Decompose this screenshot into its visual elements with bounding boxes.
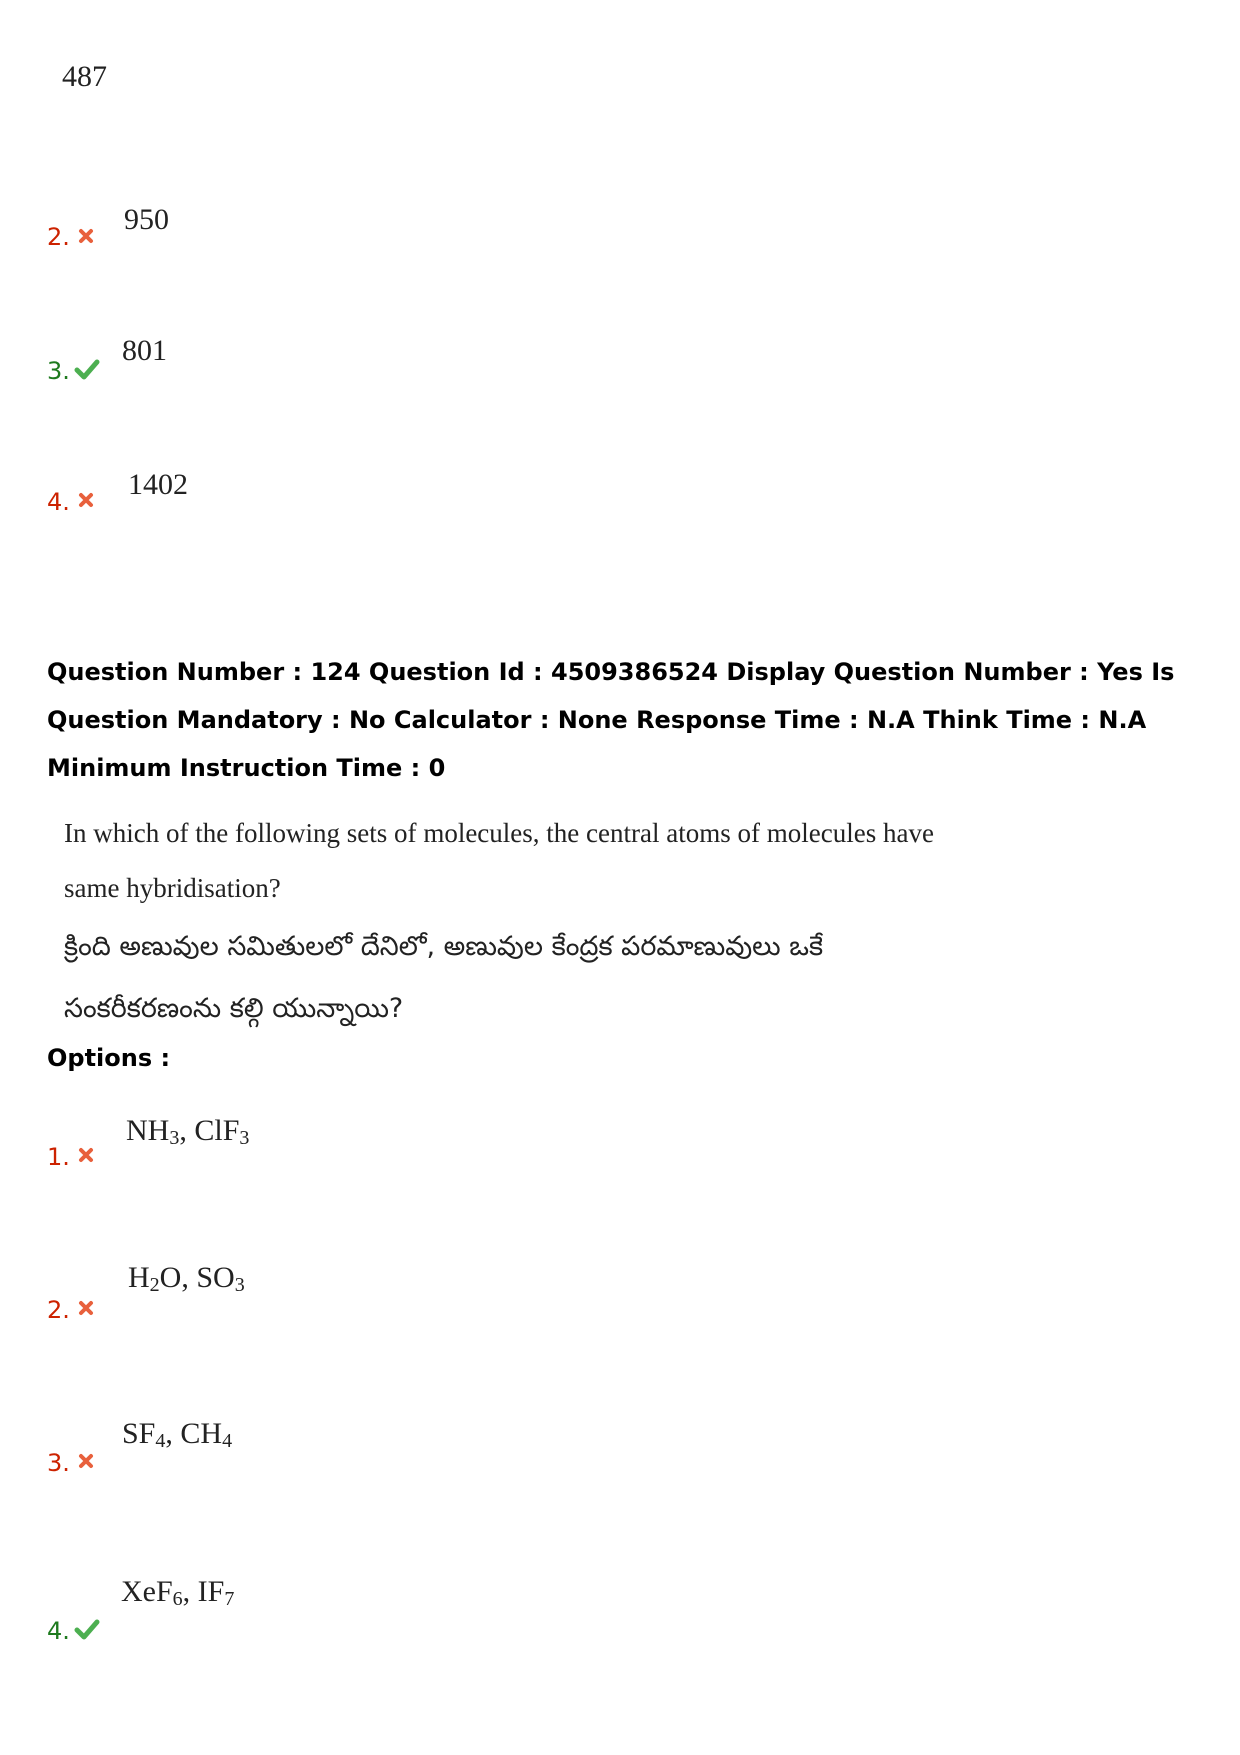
- option-number: 2.: [47, 223, 70, 251]
- cross-icon: [78, 1453, 94, 1469]
- option-number: 1.: [47, 1143, 70, 1171]
- option-number: 3.: [47, 1449, 70, 1477]
- cross-icon: [78, 228, 94, 244]
- question-text-telugu: క్రింది అణువుల సమితులలో దేనిలో, అణువుల కేంద్రక పరమాణువులు ఒకే సంకరీకరణంను కల్గి యున్నాయి?: [64, 931, 824, 1024]
- option-formula: $NH_3$, ClF$_3$: [126, 1114, 250, 1149]
- options-label: Options :: [47, 1044, 171, 1072]
- option-number: 2.: [47, 1296, 70, 1324]
- option-text: 487: [62, 60, 107, 93]
- option-formula: $SF_4$, $CH_4$: [122, 1417, 233, 1452]
- option-text: 950: [124, 203, 169, 236]
- cross-icon: [78, 492, 94, 508]
- checkmark-icon: [74, 1618, 100, 1640]
- option-number: 3.: [47, 357, 70, 385]
- option-formula: $H_2O$, $SO_3$: [128, 1261, 245, 1296]
- question-text-english: In which of the following sets of molecules, the central atoms of molecules have same hybridisation?: [64, 818, 934, 903]
- cross-icon: [78, 1147, 94, 1163]
- option-text: 801: [122, 334, 167, 367]
- cross-icon: [78, 1300, 94, 1316]
- option-number: 4.: [47, 1617, 70, 1645]
- option-text: 1402: [128, 468, 188, 501]
- option-formula: XeF$_6$, $IF_7$: [121, 1575, 235, 1610]
- option-number: 4.: [47, 488, 70, 516]
- question-meta: Question Number : 124 Question Id : 4509386524 Display Question Number : Yes Is Question Mandatory : No Calculator : None Response Time : N.A Think Time : N.A Minimum Instruction Time : 0: [47, 658, 1175, 782]
- checkmark-icon: [74, 358, 100, 380]
